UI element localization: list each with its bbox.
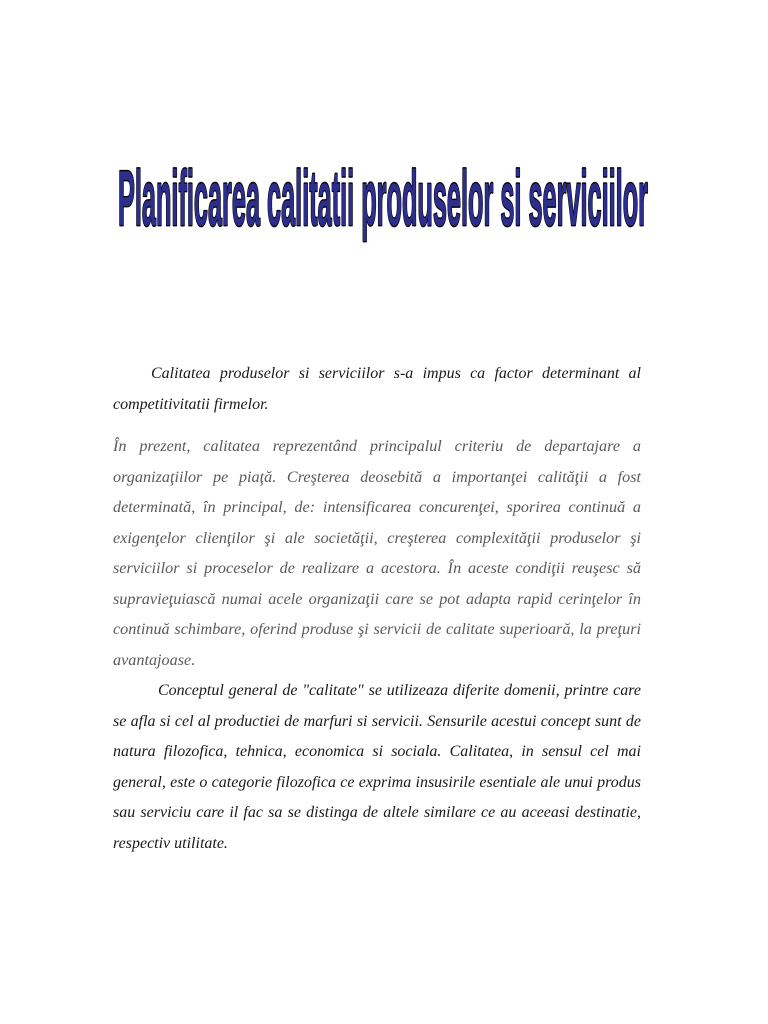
wordart-title-graphic xyxy=(110,150,656,290)
paragraph-context: În prezent, calitatea reprezentând principalul criteriu de departajare a organizaţiilor pe piaţă. Creşterea deosebită a importanţei calităţii a fost determinată, în principal, de: intensificarea concurenţei, sporirea continuă a exigenţelor clienţilor şi ale societăţii, creşterea complexităţii produselor şi serviciilor si proceselor de realizare a acestora. În aceste condiţii reuşesc să supravieţuiască numai acele organizaţii care se pot adapta rapid cerinţelor în continuă schimbare, oferind produse şi servicii de calitate superioară, la preţuri avantajoase. xyxy=(113,437,641,669)
paragraph-intro: Calitatea produselor si serviciilor s-a impus ca factor determinant al competitivitatii firmelor. xyxy=(113,365,641,413)
document-title: Planificarea calitatii produselor si serviciilor xyxy=(118,154,649,242)
paragraph-concept: Conceptul general de "calitate" se utilizeaza diferite domenii, printre care se afla si cel al productiei de marfuri si servicii. Sensurile acestui concept sunt de natura filozofica, tehnica, economica si sociala. Calitatea, in sensul cel mai general, este o categorie filozofica ce exprima insusirile esentiale ale unui produs sau serviciu care il fac sa se distinga de altele similare ce au aceeasi destinatie, respectiv utilitate. xyxy=(113,682,641,852)
wordart-title xyxy=(110,150,656,290)
